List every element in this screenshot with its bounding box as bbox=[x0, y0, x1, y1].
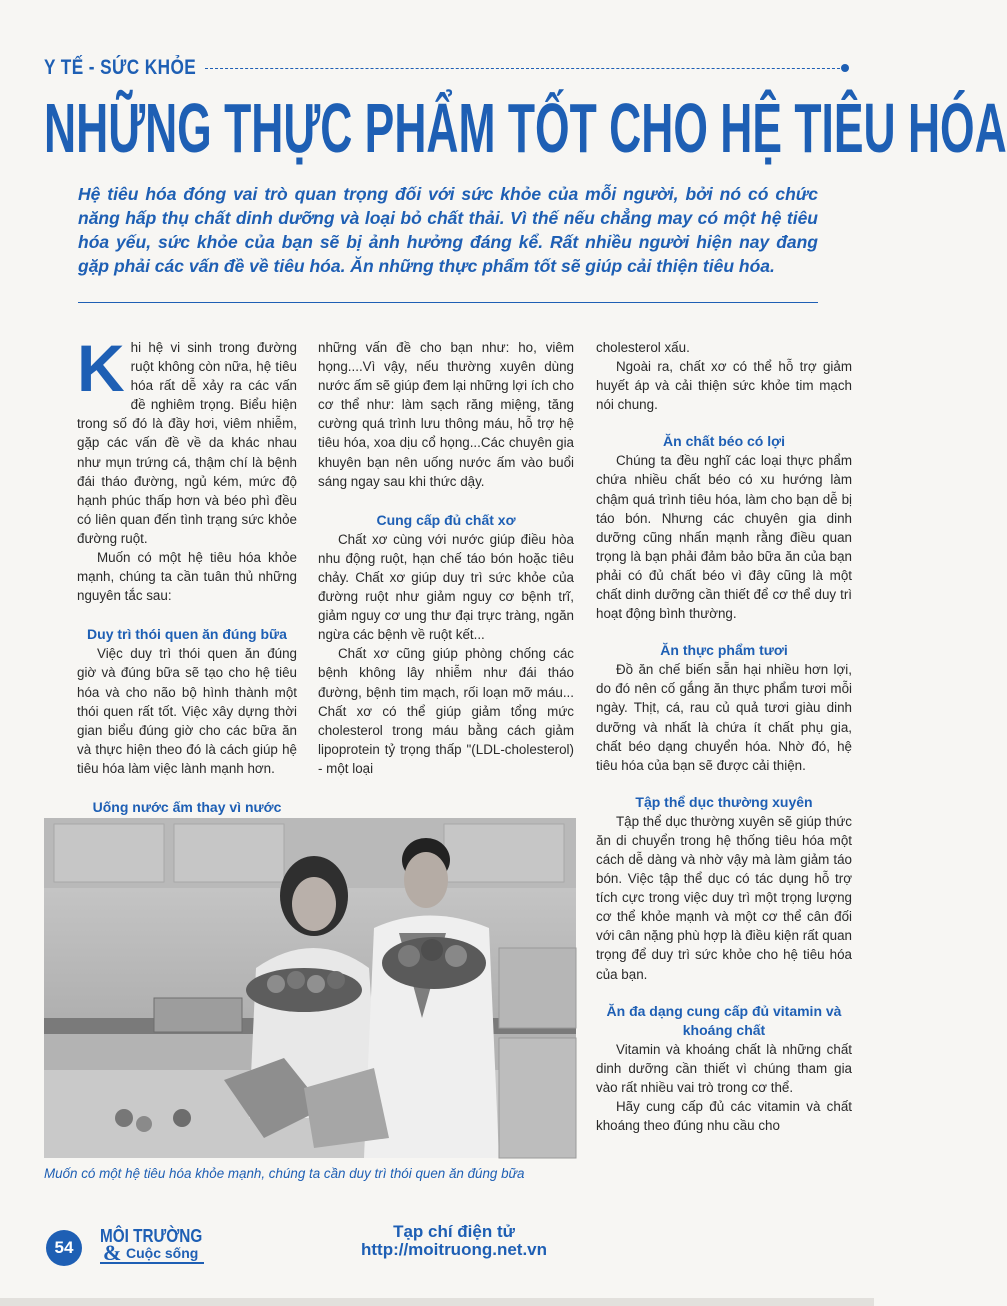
footer-ezine-label: Tạp chí điện tử bbox=[393, 1222, 515, 1241]
subheading-healthy-fat: Ăn chất béo có lợi bbox=[663, 433, 785, 450]
paragraph: Hãy cung cấp đủ các vitamin và chất khoáng theo đúng nhu cầu cho bbox=[596, 1098, 852, 1133]
section-rule bbox=[205, 68, 845, 69]
paragraph: Chất xơ cũng giúp phòng chống các bệnh không lây nhiễm như đái tháo đường, bệnh tim mạch, rối loạn mỡ máu... Chất xơ có thể giúp giảm tổng mức cholesterol trong máu bằng cách giảm lipoprotein tỷ trọng thấp "(LDL-cholesterol) - một loại bbox=[318, 646, 574, 776]
column-1 bbox=[77, 331, 297, 855]
couple-cooking-illustration bbox=[44, 818, 576, 1158]
magazine-logo-top: MÔI TRƯỜNG bbox=[100, 1226, 203, 1246]
column-2 bbox=[318, 338, 574, 778]
logo-underline bbox=[100, 1262, 204, 1264]
subheading-meal-habit: Duy trì thói quen ăn đúng bữa bbox=[87, 626, 287, 643]
kitchen-photo bbox=[44, 818, 576, 1158]
paragraph: Đồ ăn chế biến sẵn hại nhiều hơn lợi, do đó nên cố gắng ăn thực phẩm tươi mỗi ngày. Thịt, cá, rau củ quả tươi giàu dinh dưỡng và nhất là chứa ít chất phụ gia, chất béo dạng chuyển hóa. Nhờ đó, hệ tiêu hóa của bạn sẽ được cải thiện. bbox=[596, 662, 852, 773]
subheading-exercise: Tập thể dục thường xuyên bbox=[635, 793, 813, 810]
paragraph: Tập thể dục thường xuyên sẽ giúp thức ăn di chuyển trong hệ thống tiêu hóa một cách dễ dàng và nhờ vậy mà làm giảm táo bón. Việc tập thể dục có tác dụng hỗ trợ tích cực trong việc duy trì một trọng lượng cơ thể khỏe mạnh và một cơ thể cân đối với cân nặng phù hợp là điều kiện rất quan trọng để duy trì sức khỏe cho hệ tiêu hóa của bạn. bbox=[596, 813, 852, 982]
paragraph: Ngoài ra, chất xơ có thể hỗ trợ giảm huyết áp và cải thiện sức khỏe tim mạch nói chung. bbox=[596, 359, 852, 413]
footer-website-link[interactable]: http://moitruong.net.vn bbox=[360, 1240, 548, 1259]
scan-edge bbox=[0, 1298, 874, 1306]
subheading-fresh-food: Ăn thực phẩm tươi bbox=[660, 642, 788, 659]
article-lead: Hệ tiêu hóa đóng vai trò quan trọng đối với sức khỏe của mỗi người, bởi nó có chức năng hấp thụ chất dinh dưỡng và loại bỏ chất thải. Vì thế nếu chẳng may có một hệ tiêu hóa yếu, sức khỏe của bạn sẽ bị ảnh hưởng đáng kể. Rất nhiều người hiện nay đang gặp phải các vấn đề về tiêu hóa. Ăn những thực phẩm tốt sẽ giúp cải thiện tiêu hóa. bbox=[78, 184, 818, 276]
paragraph: Chất xơ cùng với nước giúp điều hòa nhu động ruột, hạn chế táo bón hoặc tiêu chảy. Chất xơ giúp duy trì sức khỏe của đường ruột như giảm nguy cơ bệnh trĩ, giảm nguy cơ ung thư đại trực tràng, ngăn ngừa các bệnh về ruột kết... bbox=[318, 531, 574, 643]
lead-underline bbox=[78, 302, 818, 303]
section-rule-dot bbox=[841, 64, 849, 72]
magazine-logo-amp: & bbox=[103, 1240, 122, 1265]
subheading-fiber: Cung cấp đủ chất xơ bbox=[376, 511, 516, 528]
magazine-logo-bottom: Cuộc sống bbox=[126, 1245, 199, 1261]
page-number: 54 bbox=[46, 1230, 82, 1266]
subheading-vitamins: Ăn đa dạng cung cấp đủ vitamin và khoáng chất bbox=[606, 1002, 842, 1038]
photo-caption: Muốn có một hệ tiêu hóa khỏe mạnh, chúng ta cần duy trì thói quen ăn đúng bữa bbox=[44, 1166, 525, 1181]
drop-cap: K bbox=[77, 331, 125, 405]
intro-paragraph: Khi hệ vi sinh trong đường ruột không còn nữa, hệ tiêu hóa rất dễ xảy ra các vấn đề nghiêm trọng. Biểu hiện trong số đó là đầy hơi, viêm nhiễm, gặp các vấn đề về da khác nhau như mụn trứng cá, thậm chí là bệnh đái tháo đường, ngủ kém, mức độ hạnh phúc thấp hơn và béo phì đều có liên quan đến tình trạng sức khỏe đường ruột. bbox=[77, 331, 297, 546]
column-3 bbox=[596, 338, 852, 1135]
paragraph: những vấn đề cho bạn như: ho, viêm họng....Vì vậy, nếu thường xuyên dùng nước ấm sẽ giúp đem lại những lợi ích cho cơ thể như: làm sạch răng miệng, tăng cường quá trình lưu thông máu, hỗ trợ hệ tiêu hóa, xoa dịu cổ họng...Các chuyên gia khuyên bạn nên uống nước ấm vào buổi sáng ngay sau khi thức dậy. bbox=[318, 340, 574, 489]
paragraph: Vitamin và khoáng chất là những chất dinh dưỡng cần thiết vì chúng tham gia vào rất nhiều vai trò trong cơ thể. bbox=[596, 1041, 852, 1095]
paragraph: Việc duy trì thói quen ăn đúng giờ và đúng bữa sẽ tạo cho hệ tiêu hóa và cho não bộ hình thành một thói quen rất tốt. Việc xây dựng thời gian biểu đúng giờ cho các bữa ăn và thực hiện theo đó là cách giúp hệ tiêu hóa làm việc lành mạnh hơn. bbox=[77, 646, 297, 776]
subheading-warm-water: Uống nước ấm thay vì nước bbox=[92, 798, 282, 815]
section-label: Y TẾ - SỨC KHỎE bbox=[44, 56, 197, 79]
paragraph: Chúng ta đều nghĩ các loại thực phẩm chứa nhiều chất béo có xu hướng làm chậm quá trình tiêu hóa, làm cho bạn dễ bị táo bón. Nhưng các chuyên gia dinh dưỡng cũng nhấn mạnh rằng điều quan trọng là bạn phải đảm bảo bữa ăn của bạn phải có đủ chất béo vì đây cũng là một chất dinh dưỡng cần thiết để cơ thể duy trì hoạt động bình thường. bbox=[596, 453, 852, 622]
paragraph: Muốn có một hệ tiêu hóa khỏe mạnh, chúng ta cần tuân thủ những nguyên tắc sau: bbox=[77, 550, 297, 604]
paragraph: cholesterol xấu. bbox=[596, 340, 690, 355]
article-title: NHỮNG THỰC PHẨM TỐT CHO HỆ TIÊU HÓA bbox=[44, 89, 1007, 167]
